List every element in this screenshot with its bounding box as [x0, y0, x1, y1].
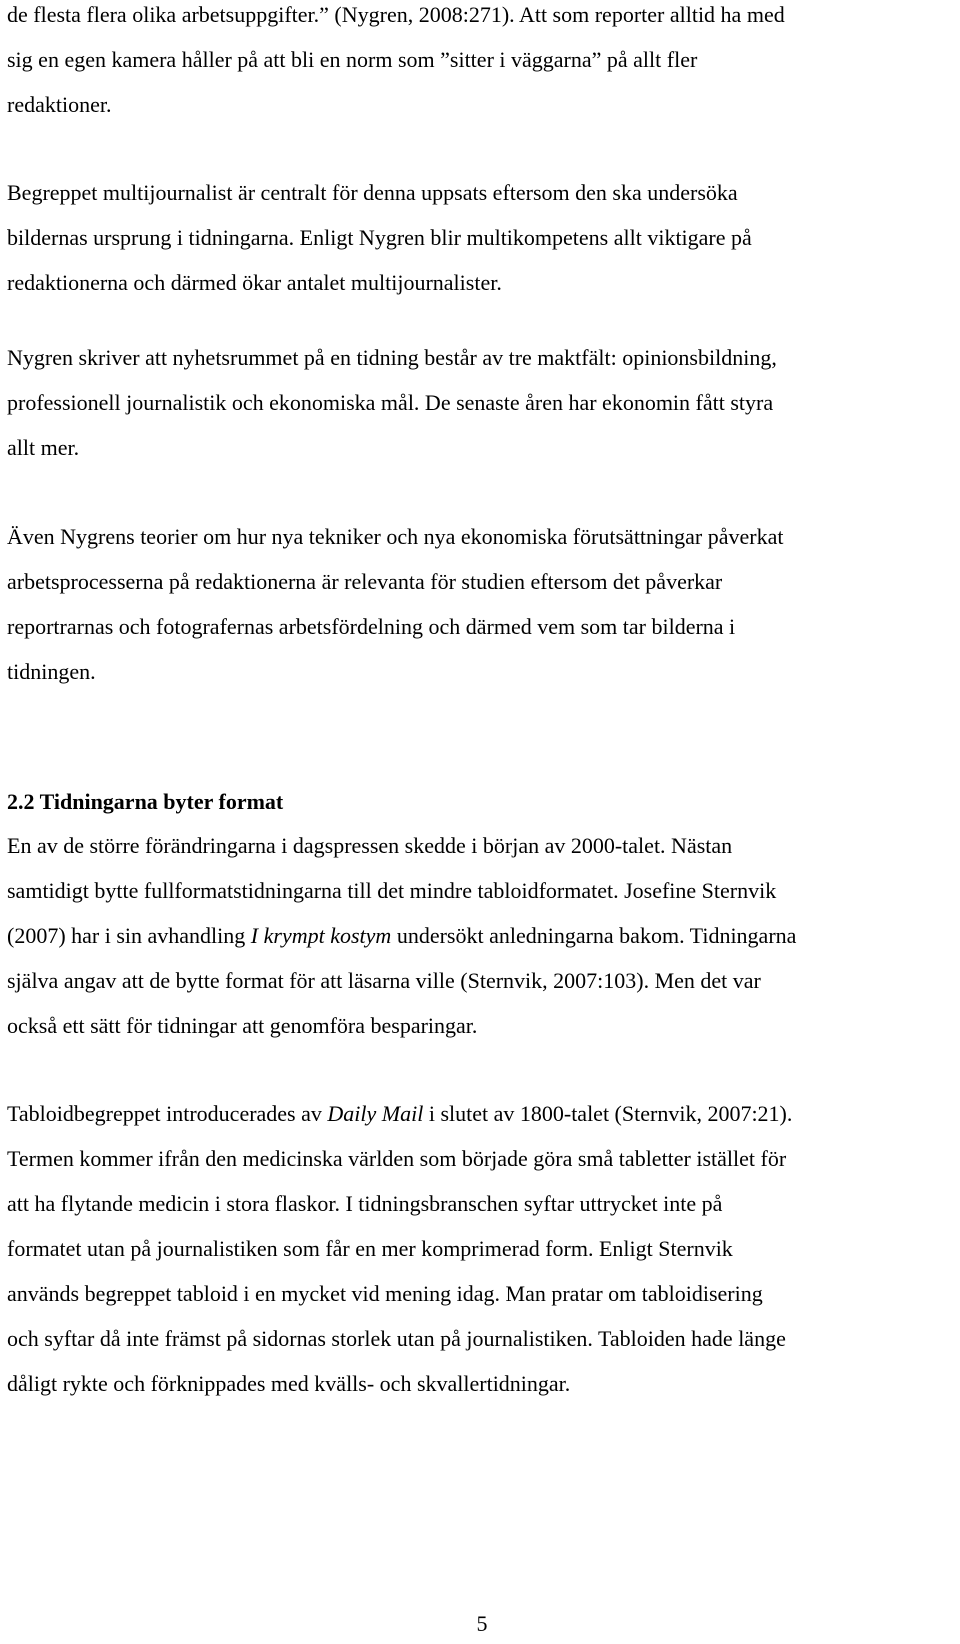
text-line: också ett sätt för tidningar att genomföra besparingar.	[7, 1013, 478, 1038]
text-line: arbetsprocesserna på redaktionerna är relevanta för studien eftersom det påverkar	[7, 569, 723, 594]
text-segment: i slutet av 1800-talet (Sternvik, 2007:21).	[423, 1101, 793, 1126]
text-line: En av de större förändringarna i dagspressen skedde i början av 2000-talet. Nästan	[7, 833, 733, 858]
paragraph-multijournalist	[7, 170, 947, 305]
page-number: 5	[476, 1611, 488, 1636]
text-line: Nygren skriver att nyhetsrummet på en tidning består av tre maktfält: opinionsbildning,	[7, 345, 777, 370]
text-line: dåligt rykte och förknippades med kvälls- och skvallertidningar.	[7, 1371, 571, 1396]
book-title-italic: I krympt kostym	[250, 923, 392, 948]
text-line: Termen kommer ifrån den medicinska världen som började göra små tabletter istället för	[7, 1146, 787, 1171]
paragraph-nygrens-teorier	[7, 514, 947, 694]
paragraph-continuation	[7, 0, 947, 127]
text-line: redaktionerna och därmed ökar antalet multijournalister.	[7, 270, 502, 295]
text-line	[7, 1091, 947, 1136]
text-line: används begreppet tabloid i en mycket vid mening idag. Man pratar om tabloidisering	[7, 1281, 763, 1306]
text-segment: undersökt anledningarna bakom. Tidningarna	[391, 923, 797, 948]
paragraph-formatbyte	[7, 823, 947, 1048]
section-heading: 2.2 Tidningarna byter format	[7, 789, 284, 814]
text-line: reportrarnas och fotografernas arbetsfördelning och därmed vem som tar bilderna i	[7, 614, 736, 639]
paragraph-tabloidbegreppet	[7, 1091, 947, 1406]
text-line: tidningen.	[7, 659, 96, 684]
text-line: allt mer.	[7, 435, 80, 460]
text-line: och syftar då inte främst på sidornas storlek utan på journalistiken. Tabloiden hade länge	[7, 1326, 786, 1351]
text-line: Begreppet multijournalist är centralt för denna uppsats eftersom den ska undersöka	[7, 180, 738, 205]
text-segment: Tabloidbegreppet introducerades av	[7, 1101, 328, 1126]
text-line	[7, 913, 947, 958]
text-line: sig en egen kamera håller på att bli en norm som ”sitter i väggarna” på allt fler	[7, 47, 698, 72]
text-line: professionell journalistik och ekonomiska mål. De senaste åren har ekonomin fått styra	[7, 390, 774, 415]
text-line: själva angav att de bytte format för att läsarna ville (Sternvik, 2007:103). Men det var	[7, 968, 761, 993]
text-line: de flesta flera olika arbetsuppgifter.” (Nygren, 2008:271). Att som reporter alltid ha med	[7, 2, 785, 27]
paragraph-maktfalt	[7, 335, 947, 470]
text-line: redaktioner.	[7, 92, 112, 117]
text-line: att ha flytande medicin i stora flaskor. I tidningsbranschen syftar uttrycket inte på	[7, 1191, 723, 1216]
text-line: bildernas ursprung i tidningarna. Enligt Nygren blir multikompetens allt viktigare på	[7, 225, 752, 250]
text-segment: (2007) har i sin avhandling	[7, 923, 251, 948]
text-line: formatet utan på journalistiken som får en mer komprimerad form. Enligt Sternvik	[7, 1236, 733, 1261]
text-line: Även Nygrens teorier om hur nya tekniker och nya ekonomiska förutsättningar påverkat	[7, 524, 784, 549]
newspaper-title-italic: Daily Mail	[327, 1101, 424, 1126]
text-line: samtidigt bytte fullformatstidningarna till det mindre tabloidformatet. Josefine Sternvik	[7, 878, 777, 903]
